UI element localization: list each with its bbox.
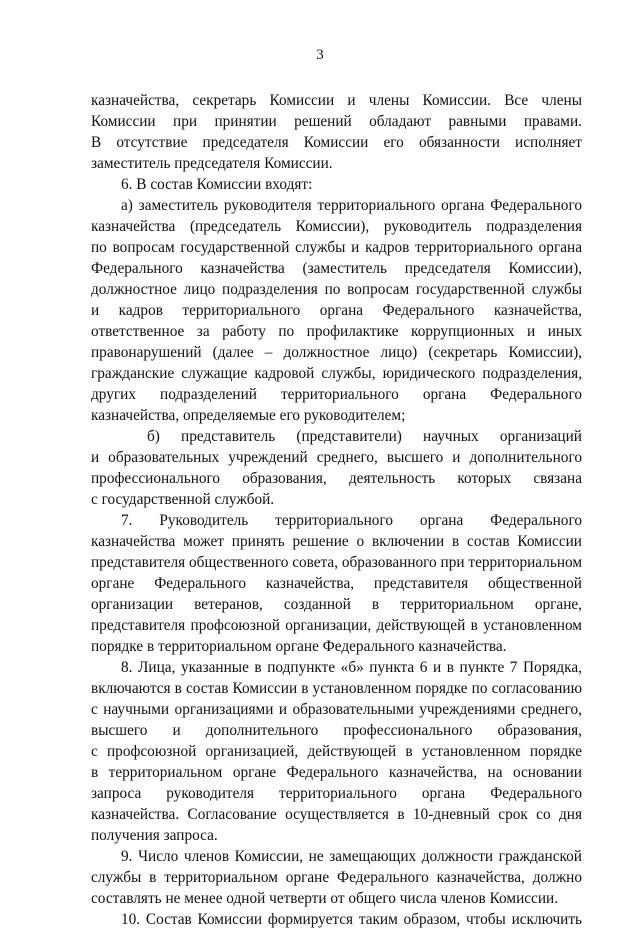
text-line: В отсутствие председателя Комиссии его обязанности исполняет bbox=[91, 134, 582, 151]
text-line: ответственное за работу по профилактике коррупционных и иных bbox=[91, 323, 582, 340]
text-line: правонарушений (далее – должностное лицо) (секретарь Комиссии), bbox=[91, 344, 582, 361]
text-line: казначейства может принять решение о включении в состав Комиссии bbox=[91, 533, 582, 550]
text-line: с профсоюзной организацией, действующей в установленном порядке bbox=[91, 743, 582, 760]
text-line: запроса руководителя территориального органа Федерального bbox=[91, 785, 582, 802]
text-line: представителя общественного совета, образованного при территориальном bbox=[91, 554, 582, 571]
text-line: получения запроса. bbox=[91, 827, 218, 844]
text-line: в территориальном органе Федерального казначейства, на основании bbox=[91, 764, 582, 781]
text-line: 7. Руководитель территориального органа Федерального bbox=[121, 512, 582, 529]
text-line: казначейства, секретарь Комиссии и члены Комиссии. Все члены bbox=[91, 92, 582, 109]
text-line: должностное лицо подразделения по вопросам государственной службы bbox=[91, 281, 582, 298]
text-line: 10. Состав Комиссии формируется таким образом, чтобы исключить bbox=[121, 911, 582, 928]
text-line: представителя профсоюзной организации, действующей в установленном bbox=[91, 617, 582, 634]
text-line: профессионального образования, деятельность которых связана bbox=[91, 470, 582, 487]
text-line: казначейства (председатель Комиссии), руководитель подразделения bbox=[91, 218, 582, 235]
text-line: 6. В состав Комиссии входят: bbox=[121, 176, 313, 193]
text-line: составлять не менее одной четверти от общего числа членов Комиссии. bbox=[91, 890, 559, 907]
text-line: 8. Лица, указанные в подпункте «б» пункта 6 и в пункте 7 Порядка, bbox=[121, 659, 582, 676]
text-line: с государственной службой. bbox=[91, 491, 275, 508]
text-line: 9. Число членов Комиссии, не замещающих должности гражданской bbox=[121, 848, 582, 865]
text-line: порядке в территориальном органе Федерального казначейства. bbox=[91, 638, 507, 655]
text-line: высшего и дополнительного профессионального образования, bbox=[91, 722, 582, 739]
text-line: гражданские служащие кадровой службы, юридического подразделения, bbox=[91, 365, 582, 382]
text-line: казначейства. Согласование осуществляется в 10-дневный срок со дня bbox=[91, 806, 582, 823]
text-line: органе Федерального казначейства, представителя общественной bbox=[91, 575, 582, 592]
text-line: б) представитель (представители) научных организаций bbox=[147, 428, 582, 445]
text-line: службы в территориальном органе Федерального казначейства, должно bbox=[91, 869, 582, 886]
text-line: заместитель председателя Комиссии. bbox=[91, 155, 333, 172]
text-line: с научными организациями и образовательными учреждениями среднего, bbox=[91, 701, 582, 718]
text-line: Федерального казначейства (заместитель председателя Комиссии), bbox=[91, 260, 582, 277]
text-line: других подразделений территориального органа Федерального bbox=[91, 386, 582, 403]
text-line: и кадров территориального органа Федерального казначейства, bbox=[91, 302, 582, 319]
text-line: организации ветеранов, созданной в территориальном органе, bbox=[91, 596, 582, 613]
text-line: по вопросам государственной службы и кадров территориального органа bbox=[91, 239, 582, 256]
text-line: казначейства, определяемые его руководителем; bbox=[91, 407, 406, 424]
page-number: 3 bbox=[316, 47, 324, 63]
text-line: и образовательных учреждений среднего, высшего и дополнительного bbox=[91, 449, 582, 466]
document-body bbox=[91, 90, 582, 930]
text-line: включаются в состав Комиссии в установленном порядке по согласованию bbox=[91, 680, 582, 697]
text-line: Комиссии при принятии решений обладают равными правами. bbox=[91, 113, 582, 130]
text-line: а) заместитель руководителя территориального органа Федерального bbox=[121, 197, 582, 214]
